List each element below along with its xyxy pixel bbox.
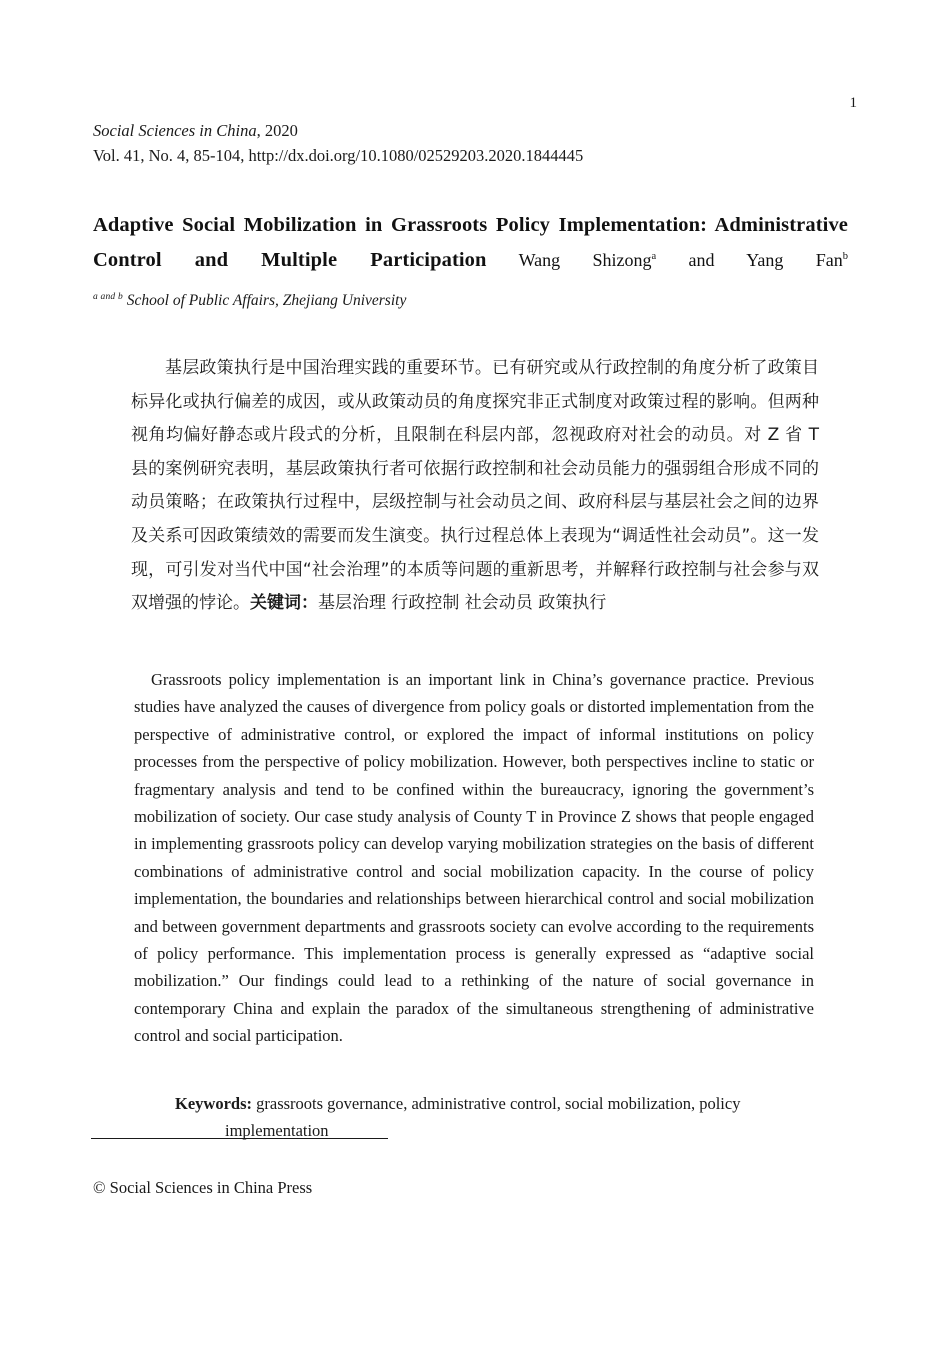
affiliation-line bbox=[93, 291, 793, 311]
author-name-first: Wang Shizong bbox=[518, 250, 652, 270]
author-affiliation-marker-a: a bbox=[651, 251, 657, 262]
page-title bbox=[93, 208, 848, 278]
abstract-english: Grassroots policy implementation is an important link in China’s governance practice. Previous studies have analyzed the causes of divergence from policy goals or distorted implementation from the perspective of administrative control, or explored the impact of informal institutions on policy processes from the perspective of policy mobilization. However, both perspectives incline to static or fragmentary analysis and tend to be confined within the bureaucracy, ignoring the government’s mobilization of society. Our case study analysis of County T in Province Z shows that people engaged in implementing grassroots policy can develop varying mobilization strategies on the basis of different combinations of administrative control and social mobilization capacity. In the course of policy implementation, the boundaries and relationships between hierarchical control and social mobilization and between government departments and grassroots society can evolve according to the requirements of policy performance. This implementation process is generally expressed as “adaptive social mobilization.” Our findings could lead to a rethinking of the nature of social governance in contemporary China and explain the paradox of the simultaneous strengthening of administrative control and social participation. bbox=[134, 670, 814, 1046]
page-number: 1 bbox=[849, 95, 857, 111]
author-conjunction: and Yang Fan bbox=[656, 250, 843, 270]
title-block bbox=[93, 208, 848, 278]
keywords-english-label: Keywords: bbox=[175, 1094, 252, 1113]
journal-year: , 2020 bbox=[256, 121, 298, 140]
masthead-title-line bbox=[93, 118, 793, 143]
affiliation-text: School of Public Affairs, Zhejiang University bbox=[126, 292, 407, 309]
journal-name: Social Sciences in China bbox=[93, 121, 257, 140]
keywords-chinese-label: 关键词： bbox=[250, 593, 318, 614]
journal-issue-line: Vol. 41, No. 4, 85-104, http://dx.doi.org/10.1080/02529203.2020.1844445 bbox=[93, 146, 584, 165]
footnote-separator-rule bbox=[91, 1138, 388, 1139]
author-affiliation-marker-b: b bbox=[842, 251, 848, 262]
keywords-english bbox=[175, 1090, 835, 1145]
abstract-chinese-body: 基层政策执行是中国治理实践的重要环节。已有研究或从行政控制的角度分析了政策目标异化或执行偏差的成因，或从政策动员的角度探究非正式制度对政策过程的影响。但两种视角均偏好静态或片段式的分析，且限制在科层内部，忽视政府对社会的动员。对 Z 省 T 县的案例研究表明，基层政策执行者可依据行政控制和社会动员能力的强弱组合形成不同的动员策略；在政策执行过程中，层级控制与社会动员之间、政府科层与基层社会之间的边界及关系可因政策绩效的需要而发生演变。执行过程总体上表现为“调适性社会动员”。这一发现，可引发对当代中国“社会治理”的本质等问题的重新思考，并解释行政控制与社会参与双双增强的悖论。 bbox=[131, 358, 819, 614]
journal-masthead bbox=[93, 118, 793, 168]
abstract-chinese bbox=[131, 352, 819, 621]
keywords-chinese-value: 基层治理 行政控制 社会动员 政策执行 bbox=[318, 593, 607, 614]
article-title-text: Adaptive Social Mobilization in Grassroots Policy Implementation: Administrative Control and Multiple Participation bbox=[93, 214, 848, 271]
keywords-english-value: grassroots governance, administrative control, social mobilization, policy implementation bbox=[225, 1094, 741, 1141]
affiliation-marker: a and b bbox=[93, 291, 123, 302]
author-list bbox=[487, 250, 848, 270]
copyright-notice: © Social Sciences in China Press bbox=[93, 1178, 313, 1197]
